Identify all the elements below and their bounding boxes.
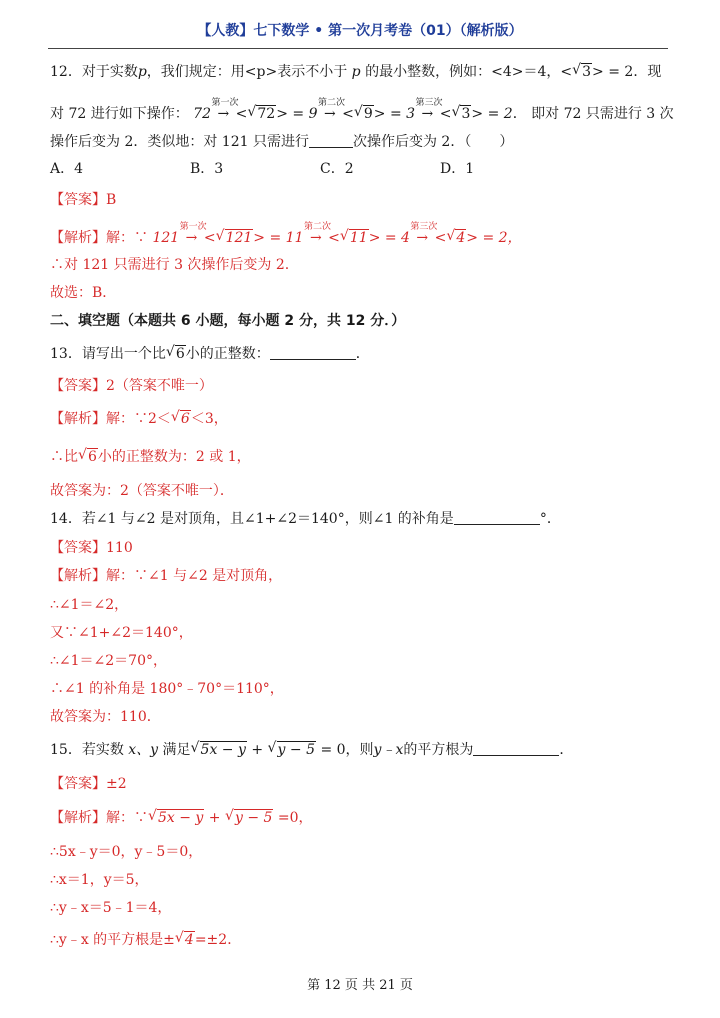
- q13-analysis-head: 【解析】解：∵2＜: [50, 411, 171, 427]
- q12-analysis-line2: ∴对 121 只需进行 3 次操作后变为 2.: [50, 257, 290, 273]
- q12-stem-line1: 12．对于实数p，我们规定：用<p>表示不小于 p 的最小整数，例如：<4>＝4，<√ 3> = 2．现: [50, 62, 661, 82]
- q15-yx: y﹣x: [373, 742, 404, 758]
- q12-stem-text2: ，我们规定：用: [146, 64, 245, 80]
- q14-line-1: 【解析】解：∵∠1 与∠2 是对顶角，: [50, 568, 283, 584]
- section-title: 二、填空题（本题共 6 小题，每小题 2 分，共 12 分．）: [50, 313, 406, 329]
- q14-stem-text: 14．若∠1 与∠2 是对顶角，且∠1+∠2＝140°，则∠1 的补角是: [50, 511, 454, 527]
- q12-stem-line2: 对 72 进行如下操作： 72 第一次 → <√ 72> = 9 第二次 → <√ 9> = 3 第三次 → <√ 3> = 2． 即对 72 只需进行 3 次: [50, 104, 674, 124]
- q12-line2-text: 对 72 进行如下操作：: [50, 106, 189, 122]
- q13-stem-end: ．: [355, 346, 370, 362]
- q12-symbol: <p>: [244, 64, 278, 80]
- q14-line-5: ∴∠1 的补角是 180°﹣70°＝110°，: [50, 681, 284, 697]
- answer-blank: [454, 510, 540, 525]
- page-footer: 第 12 页 共 21 页: [307, 978, 413, 993]
- q15-answer: 【答案】±2: [50, 776, 127, 792]
- q13-answer: 【答案】2（答案不唯一）: [50, 378, 213, 394]
- q15-vars: x、y: [128, 742, 159, 758]
- q13-analysis-tail: ＜3，: [190, 411, 228, 427]
- step-label-3: 第三次: [415, 98, 443, 108]
- q12-line2-tail: 即对 72 只需进行 3 次: [531, 106, 674, 122]
- q14-answer: 【答案】110: [50, 540, 133, 556]
- q15-analysis-head: 【解析】解：∵: [50, 810, 148, 826]
- q14-stem-end: °．: [539, 511, 561, 527]
- q15-stem-pre: 15．若实数: [50, 742, 124, 758]
- q12-var-p: p: [137, 64, 147, 80]
- q14-line-4: ∴∠1＝∠2＝70°，: [50, 653, 167, 669]
- q15-stem-mid: 满足: [162, 742, 191, 758]
- q15-analysis-eq: =0，: [277, 810, 313, 826]
- q14-line-2: ∴∠1＝∠2，: [50, 597, 129, 613]
- option-c: C．2: [320, 161, 354, 177]
- q13-final: 故答案为：2（答案不唯一）．: [50, 483, 234, 499]
- q13-stem: 13．请写出一个比√ 6小的正整数： ．: [50, 344, 370, 364]
- q13-line2-post: 小的正整数为：2 或 1，: [97, 449, 251, 465]
- q15-stem-post: 的平方根为: [403, 742, 474, 758]
- q13-analysis: 【解析】解：∵2＜√ 6＜3，: [50, 409, 228, 429]
- q15-line-2: ∴x＝1，y＝5，: [50, 872, 149, 888]
- q12-line3-text: 操作后变为 2．类似地：对 121 只需进行: [50, 134, 309, 150]
- q15-last-post: =±2．: [194, 932, 242, 948]
- option-b: B．3: [190, 161, 224, 177]
- q13-stem-pre: 13．请写出一个比: [50, 346, 166, 362]
- q14-line-6: 故答案为：110．: [50, 709, 161, 725]
- q15-stem-end: ．: [559, 742, 574, 758]
- q13-line2-pre: ∴比: [50, 449, 78, 465]
- answer-blank: [309, 133, 353, 148]
- option-a: A．4: [50, 161, 84, 177]
- q13-stem-post: 小的正整数：: [185, 346, 270, 362]
- step-label-1: 第一次: [211, 98, 239, 108]
- q15-last-pre: ∴y﹣x 的平方根是±: [50, 932, 175, 948]
- q12-stem-line3: [50, 132, 513, 152]
- document-header: 【人教】七下数学 • 第一次月考卷（01）（解析版）: [197, 23, 523, 39]
- q14-line-3: 又∵∠1+∠2＝140°，: [50, 625, 193, 641]
- q12-analysis: 【解析】解：∵ 121 第一次 → <√ 121> = 11 第二次 → <√ 11> = 4 第三次 → <√ 4> = 2，: [50, 228, 522, 248]
- q15-stem: 15．若实数 x、y 满足√ 5x − y + √ y − 5 = 0，则y﹣x的平方根为 ．: [50, 740, 573, 760]
- q12-answer: 【答案】B: [50, 192, 117, 208]
- q13-line2: ∴比√ 6小的正整数为：2 或 1，: [50, 447, 251, 467]
- q15-line-1: ∴5x﹣y＝0，y﹣5＝0，: [50, 844, 203, 860]
- q12-choose: 故选：B．: [50, 285, 117, 301]
- q15-stem-eq: = 0，则: [320, 742, 374, 758]
- q12-analysis-head: 【解析】解：∵: [50, 230, 148, 246]
- answer-blank: [270, 345, 356, 360]
- q15-line-3: ∴y﹣x＝5﹣1＝4，: [50, 900, 172, 916]
- q12-line3-tail: 次操作后变为 2．（ ）: [352, 134, 514, 150]
- q14-stem: [50, 509, 561, 529]
- q15-analysis: 【解析】解：∵√ 5x − y + √ y − 5 =0，: [50, 808, 313, 828]
- q15-line-4: ∴y﹣x 的平方根是±√ 4=±2．: [50, 930, 241, 950]
- q12-stem-text: 12．对于实数: [50, 64, 138, 80]
- q12-eq-tail: = 2．现: [608, 64, 662, 80]
- header-rule: [48, 48, 668, 49]
- answer-blank: [473, 741, 559, 756]
- option-d: D．1: [440, 161, 475, 177]
- step-label-2: 第二次: [317, 98, 345, 108]
